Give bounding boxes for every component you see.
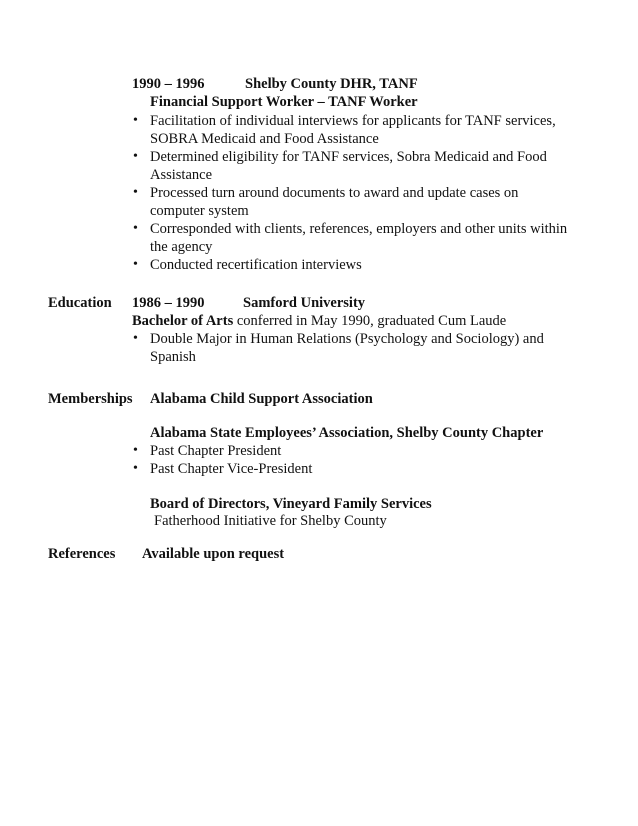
membership-org-1: Alabama Child Support Association [150, 391, 373, 407]
job-duties-list [133, 112, 573, 274]
job-duty-item: • Determined eligibility for TANF services, Sobra Medicaid and Food Assistance [133, 148, 573, 184]
education-degree-line [132, 312, 506, 330]
education-label: Education [48, 295, 112, 311]
education-bullets [133, 330, 553, 366]
memberships-label: Memberships [48, 391, 133, 407]
job-duty-item: • Conducted recertification interviews [133, 256, 573, 274]
membership-bullet-item: • Past Chapter President [133, 442, 433, 460]
job-employer: Shelby County DHR, TANF [245, 76, 418, 92]
membership-org-3-detail: Fatherhood Initiative for Shelby County [154, 513, 387, 529]
education-school: Samford University [243, 295, 366, 311]
membership-bullet-item: • Past Chapter Vice-President [133, 460, 433, 478]
job-duty-item: • Corresponded with clients, references, employers and other units within the agency [133, 220, 573, 256]
education-dates: 1986 – 1990 [132, 295, 205, 311]
job-dates: 1990 – 1996 [132, 76, 205, 92]
membership-org-2-bullets [133, 442, 433, 478]
references-label: References [48, 546, 116, 562]
references-text: Available upon request [142, 546, 285, 562]
education-degree: Bachelor of Arts [132, 313, 234, 329]
membership-org-3: Board of Directors, Vineyard Family Services [150, 496, 432, 512]
job-title: Financial Support Worker – TANF Worker [150, 94, 418, 110]
membership-org-2: Alabama State Employees’ Association, Shelby County Chapter [150, 425, 544, 441]
education-degree-detail: conferred in May 1990, graduated Cum Laude [233, 313, 507, 329]
education-bullet-item: • Double Major in Human Relations (Psychology and Sociology) and Spanish [133, 330, 553, 366]
job-duty-item: • Processed turn around documents to award and update cases on computer system [133, 184, 573, 220]
job-duty-item: • Facilitation of individual interviews for applicants for TANF services, SOBRA Medicaid and Food Assistance [133, 112, 573, 148]
